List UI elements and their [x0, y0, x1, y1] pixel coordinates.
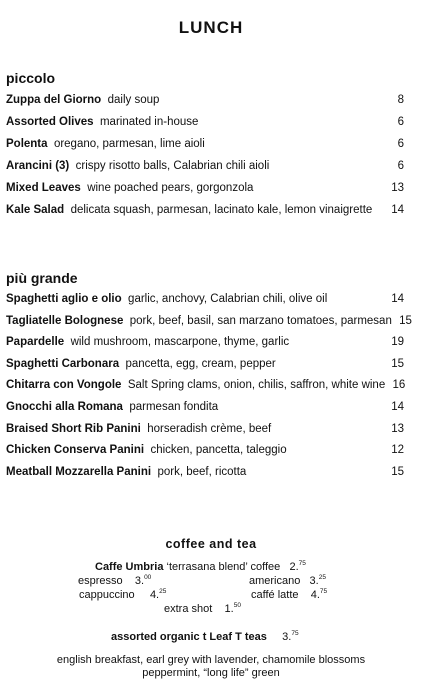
grande-item: [6, 376, 404, 394]
item-text: [6, 401, 218, 413]
teas-list-line-1: english breakfast, earl grey with lavender, chamomile blossoms: [56, 654, 366, 666]
item-description: chicken, pancetta, taleggio: [150, 444, 287, 457]
item-price: 15: [391, 465, 404, 478]
cappuccino-cents: 25: [159, 588, 167, 595]
americano-label: americano: [249, 575, 301, 587]
americano-line: [249, 574, 326, 587]
item-price: 13: [391, 182, 404, 194]
item-name: Meatball Mozzarella Panini: [6, 465, 152, 478]
caffe-umbria-cents: 75: [298, 560, 306, 567]
grande-item: [6, 398, 404, 416]
grande-item: [6, 441, 404, 459]
item-price: 19: [391, 336, 404, 349]
item-price: 16: [392, 379, 406, 392]
extra-shot-line: [164, 602, 241, 615]
item-text: [6, 466, 246, 478]
item-description: pork, beef, basil, san marzano tomatoes, parmesan: [129, 314, 392, 327]
extra-shot-price: 1.: [224, 603, 234, 615]
caffe-umbria-desc: ‘terrasana blend’ coffee: [166, 561, 281, 573]
section-heading-coffee: coffee and tea: [165, 537, 257, 551]
section-heading-grande: più grande: [6, 270, 78, 286]
item-name: Chitarra con Vongole: [6, 379, 122, 392]
piccolo-item: [6, 135, 404, 153]
item-text: [6, 138, 205, 150]
piccolo-item: [6, 91, 404, 109]
piccolo-item: [6, 179, 404, 197]
item-price: 12: [391, 444, 404, 457]
item-description: garlic, anchovy, Calabrian chili, olive oil: [128, 293, 328, 305]
grande-item: [6, 420, 404, 438]
cappuccino-price: 4.: [149, 589, 160, 601]
item-price: 14: [391, 293, 404, 305]
item-name: Mixed Leaves: [6, 182, 81, 194]
piccolo-item: [6, 113, 404, 131]
item-description: wild mushroom, mascarpone, thyme, garlic: [70, 336, 290, 349]
item-price: 6: [397, 160, 404, 172]
item-name: Arancini (3): [6, 160, 70, 172]
teas-line: [111, 630, 299, 643]
item-name: Tagliatelle Bolognese: [6, 314, 124, 327]
grande-item: [6, 355, 404, 373]
americano-cents: 25: [318, 574, 326, 581]
item-price: 6: [397, 116, 404, 128]
latte-line: [251, 588, 327, 601]
teas-cents: 75: [291, 630, 299, 637]
piccolo-item: [6, 157, 404, 175]
grande-item: [6, 290, 404, 308]
latte-cents: 75: [319, 588, 328, 595]
grande-item: [6, 333, 404, 351]
item-description: horseradish crème, beef: [147, 422, 272, 435]
item-description: wine poached pears, gorgonzola: [87, 182, 254, 194]
item-price: 14: [391, 401, 404, 413]
item-text: [6, 315, 392, 327]
item-name: Papardelle: [6, 336, 65, 349]
item-description: Salt Spring clams, onion, chilis, saffron, white wine: [127, 379, 386, 392]
item-price: 15: [399, 314, 412, 327]
caffe-umbria-name: Caffe Umbria: [95, 561, 164, 573]
item-name: Zuppa del Giorno: [6, 94, 102, 106]
item-description: delicata squash, parmesan, lacinato kale, lemon vinaigrette: [70, 204, 373, 216]
espresso-label: espresso: [78, 575, 123, 587]
item-text: [6, 358, 276, 370]
item-name: Gnocchi alla Romana: [6, 401, 123, 413]
item-description: oregano, parmesan, lime aioli: [53, 138, 205, 150]
latte-price: 4.: [310, 589, 320, 601]
item-description: marinated in-house: [99, 116, 199, 128]
item-name: Assorted Olives: [6, 116, 94, 128]
item-price: 14: [391, 204, 404, 216]
extra-shot-label: extra shot: [164, 603, 213, 615]
item-text: [6, 204, 372, 216]
item-name: Kale Salad: [6, 204, 65, 216]
item-name: Braised Short Rib Panini: [6, 422, 141, 435]
item-text: [6, 444, 287, 456]
item-text: [6, 379, 385, 391]
grande-item: [6, 312, 412, 330]
americano-price: 3.: [309, 575, 319, 587]
item-text: [6, 94, 159, 106]
espresso-price: 3.: [134, 575, 145, 587]
item-text: [6, 160, 269, 172]
cappuccino-label: cappuccino: [79, 589, 135, 601]
item-description: pancetta, egg, cream, pepper: [125, 357, 276, 370]
item-name: Spaghetti aglio e olio: [6, 293, 122, 305]
item-price: 13: [391, 422, 404, 435]
grande-item: [6, 463, 404, 481]
section-heading-piccolo: piccolo: [6, 70, 56, 86]
item-name: Spaghetti Carbonara: [6, 357, 120, 370]
item-text: [6, 423, 271, 435]
caffe-umbria-line: [95, 560, 306, 573]
item-text: [6, 293, 327, 305]
item-description: daily soup: [107, 94, 160, 106]
espresso-line: [78, 574, 151, 587]
item-description: crispy risotto balls, Calabrian chili aioli: [75, 160, 270, 172]
item-price: 8: [397, 94, 404, 106]
item-description: parmesan fondita: [129, 401, 219, 413]
espresso-cents: 00: [144, 574, 152, 581]
piccolo-item: [6, 201, 404, 219]
cappuccino-line: [79, 588, 166, 601]
extra-shot-cents: 50: [233, 602, 241, 609]
teas-label: assorted organic t Leaf T teas: [111, 631, 267, 643]
latte-label: caffé latte: [251, 589, 299, 601]
item-name: Polenta: [6, 138, 48, 150]
item-text: [6, 182, 253, 194]
item-description: pork, beef, ricotta: [157, 465, 247, 478]
item-text: [6, 116, 198, 128]
caffe-umbria-price: 2.: [289, 561, 299, 573]
teas-list-line-2: peppermint, “long life” green: [142, 667, 280, 679]
teas-price: 3.: [282, 631, 292, 643]
menu-title: LUNCH: [178, 18, 244, 37]
item-price: 15: [391, 357, 404, 370]
item-text: [6, 336, 289, 348]
item-price: 6: [397, 138, 404, 150]
item-name: Chicken Conserva Panini: [6, 444, 145, 457]
